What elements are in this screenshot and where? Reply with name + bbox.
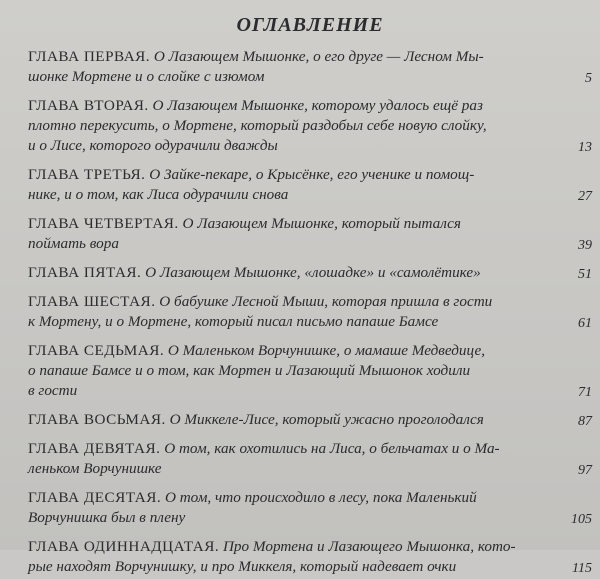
toc-entry-line (28, 263, 546, 283)
chapter-description: в гости (28, 382, 78, 399)
toc-entry-line (28, 410, 546, 430)
chapter-label: ГЛАВА ШЕСТАЯ. (28, 293, 156, 310)
page-number: 105 (571, 512, 592, 527)
toc-entry-line (28, 537, 546, 557)
toc-entry-line (28, 292, 546, 312)
page-number: 5 (585, 71, 592, 86)
toc-entry-line (28, 234, 546, 254)
toc-entry-line (28, 67, 546, 87)
toc-entry-line (28, 459, 546, 479)
page-number: 71 (578, 385, 592, 400)
toc-entry (28, 47, 592, 87)
page-number: 51 (578, 267, 592, 282)
page-number: 115 (572, 561, 592, 576)
chapter-description: О Миккеле-Лисе, который ужасно проголодался (169, 411, 484, 428)
toc-entry (28, 439, 592, 479)
chapter-description: леньком Ворчунишке (28, 460, 162, 477)
toc-entry (28, 214, 592, 254)
chapter-description: нике, и о том, как Лиса одурачили снова (28, 186, 289, 203)
chapter-description: О Лазающем Мышонке, о его друге — Лесном Мы- (153, 48, 484, 65)
toc-entry-line (28, 361, 546, 381)
chapter-label: ГЛАВА ОДИННАДЦАТАЯ. (28, 538, 220, 555)
toc-entry-line (28, 185, 546, 205)
toc-entry-line (28, 165, 546, 185)
chapter-label: ГЛАВА СЕДЬМАЯ. (28, 342, 165, 359)
chapter-description: О Лазающем Мышонке, «лошадке» и «самолётике» (145, 264, 481, 281)
chapter-label: ГЛАВА ТРЕТЬЯ. (28, 166, 146, 183)
toc-entry (28, 537, 592, 577)
toc-entry-line (28, 341, 546, 361)
chapter-label: ГЛАВА ДЕВЯТАЯ. (28, 440, 161, 457)
chapter-description: Про Мортена и Лазающего Мышонка, кото- (222, 538, 516, 555)
toc-entry-line (28, 136, 546, 156)
toc-entry-line (28, 312, 546, 332)
toc-entry-line (28, 96, 546, 116)
chapter-description: к Мортену, и о Мортене, который писал письмо папаше Бамсе (28, 313, 439, 330)
chapter-description: Ворчунишка был в плену (28, 509, 186, 526)
page-title: ОГЛАВЛЕНИЕ (236, 14, 384, 36)
chapter-label: ГЛАВА ПЯТАЯ. (28, 264, 142, 281)
chapter-description: шонке Мортене и о слойке с изюмом (28, 68, 265, 85)
page-number: 39 (578, 238, 592, 253)
toc-entry-line (28, 381, 546, 401)
chapter-label: ГЛАВА ДЕСЯТАЯ. (28, 489, 162, 506)
chapter-description: поймать вора (28, 235, 119, 252)
toc-entry (28, 410, 592, 430)
toc-entry-line (28, 557, 546, 577)
page-number: 87 (578, 414, 592, 429)
toc-entry (28, 96, 592, 156)
toc-entry-line (28, 47, 546, 67)
chapter-description: О том, как охотились на Лиса, о бельчатах и о Ма- (164, 440, 500, 457)
toc-entry (28, 292, 592, 332)
page-number: 13 (578, 140, 592, 155)
chapter-description: рые находят Ворчунишку, и про Миккеля, который надевает очки (28, 558, 457, 575)
toc-entry (28, 488, 592, 528)
page-number: 61 (578, 316, 592, 331)
toc-entry-line (28, 488, 546, 508)
table-of-contents (28, 47, 592, 577)
chapter-description: О Зайке-пекаре, о Крысёнке, его ученике и помощ- (149, 166, 475, 183)
chapter-description: О Маленьком Ворчунишке, о мамаше Медведице, (167, 342, 486, 359)
chapter-label: ГЛАВА ВОСЬМАЯ. (28, 411, 166, 428)
toc-entry (28, 263, 592, 283)
toc-entry-line (28, 508, 546, 528)
chapter-description: О бабушке Лесной Мыши, которая пришла в гости (159, 293, 493, 310)
toc-entry-line (28, 116, 546, 136)
chapter-description: О том, что происходило в лесу, пока Маленький (164, 489, 477, 506)
page-number: 27 (578, 189, 592, 204)
chapter-label: ГЛАВА ЧЕТВЕРТАЯ. (28, 215, 179, 232)
toc-entry (28, 341, 592, 401)
chapter-description: плотно перекусить, о Мортене, который раздобыл себе новую слойку, (28, 117, 487, 134)
toc-entry-line (28, 439, 546, 459)
toc-entry (28, 165, 592, 205)
chapter-description: о папаше Бамсе и о том, как Мортен и Лазающий Мышонок ходили (28, 362, 471, 379)
page-number: 97 (578, 463, 592, 478)
chapter-description: и о Лисе, которого одурачили дважды (28, 137, 278, 154)
chapter-description: О Лазающем Мышонке, которому удалось ещё раз (152, 97, 483, 114)
chapter-label: ГЛАВА ВТОРАЯ. (28, 97, 149, 114)
chapter-label: ГЛАВА ПЕРВАЯ. (28, 48, 151, 65)
chapter-description: О Лазающем Мышонке, который пытался (182, 215, 461, 232)
toc-entry-line (28, 214, 546, 234)
